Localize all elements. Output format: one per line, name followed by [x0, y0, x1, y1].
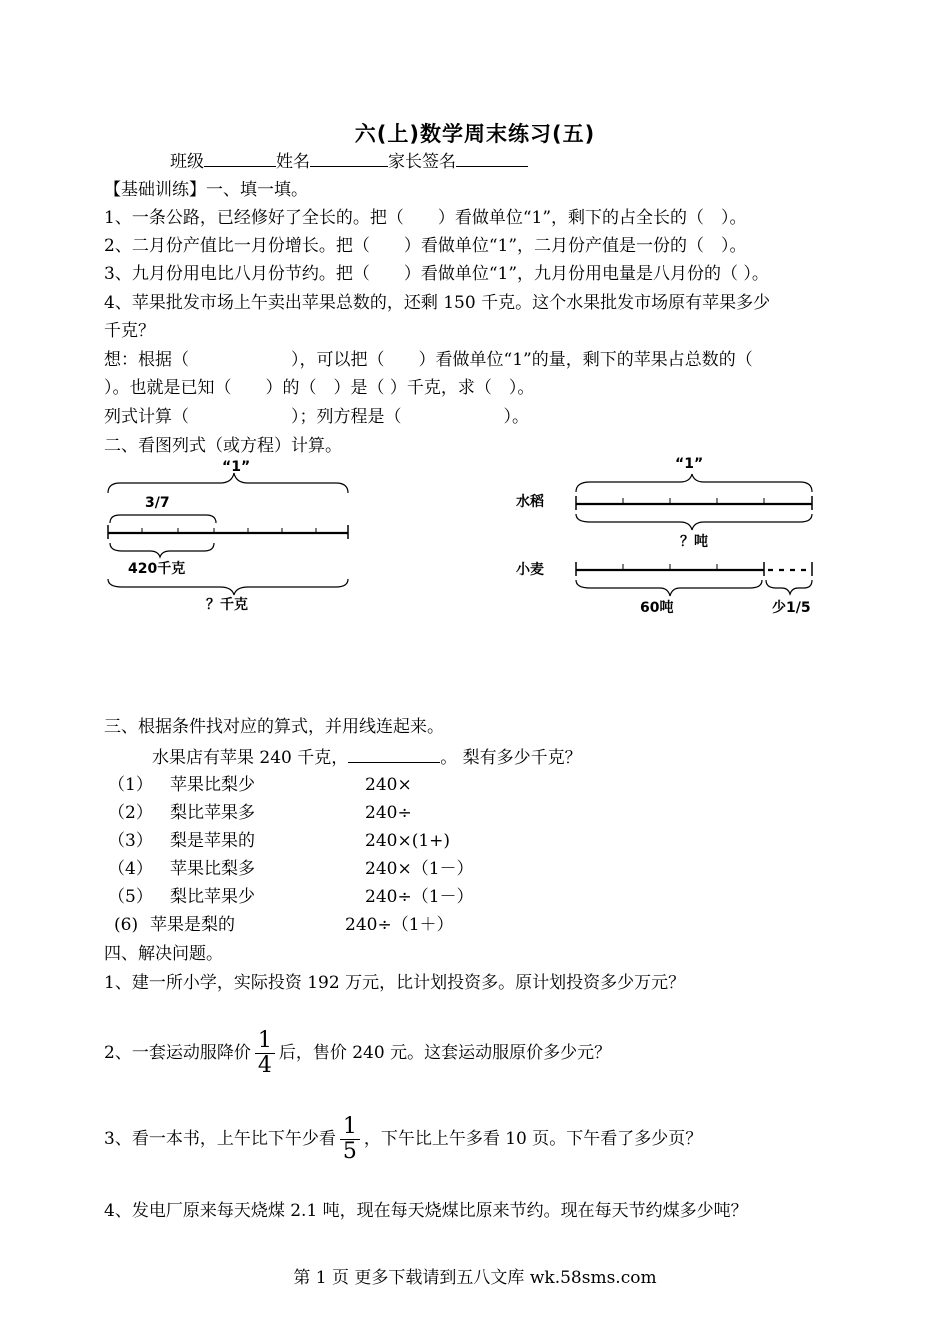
s1-q4-line2: 千克？: [104, 321, 155, 341]
s3-item-expr: 240÷（1＋）: [345, 915, 454, 935]
class-label: 班级: [170, 152, 204, 172]
parent-sign-label: 家长签名: [388, 152, 456, 172]
s3-item-num: （4）: [108, 859, 153, 879]
s3-item-expr: 240×(1+): [365, 831, 451, 851]
s4-q2: [104, 1028, 611, 1078]
left-line-diagram: [100, 455, 360, 620]
fraction-numerator: 1: [340, 1115, 360, 1140]
s3-item-num: （3）: [108, 831, 153, 851]
unknown-brace: [108, 579, 348, 595]
s4-q2-pre: 2、一套运动服降价: [104, 1043, 251, 1063]
s3-item-expr: 240×（1－）: [365, 859, 474, 879]
s3-intro: [152, 746, 582, 769]
left-unknown-label: ？千克: [206, 597, 248, 613]
row2-label: 小麦: [516, 562, 544, 578]
fraction-denominator: 4: [257, 1053, 272, 1078]
s3-item-num: （5）: [108, 887, 153, 907]
left-known-label: 420千克: [128, 561, 186, 577]
s3-intro-pre: 水果店有苹果 240 千克，: [152, 748, 349, 768]
header-fields: [170, 150, 528, 173]
s4-q3-fraction: [340, 1115, 360, 1164]
fraction-denominator: 5: [342, 1139, 357, 1164]
s1-q4-line1: 4、苹果批发市场上午卖出苹果总数的，还剩 150 千克。这个水果批发市场原有苹果多少: [104, 293, 771, 313]
left-fraction-label: 3/7: [145, 495, 170, 511]
section4-heading: 四、解决问题。: [104, 944, 223, 964]
fraction-brace: [110, 515, 216, 523]
s4-q2-post: 后，售价 240 元。这套运动服原价多少元？: [278, 1043, 612, 1063]
s3-item-expr: 240×: [365, 775, 412, 795]
page-footer: 第 1 页 更多下载请到五八文库 wk.58sms.com: [293, 1268, 657, 1288]
row1-label: 水稻: [516, 494, 544, 510]
s1-q3: 3、九月份用电比八月份节约。把（ ）看做单位“1”，九月份用电量是八月份的（ ）。: [104, 264, 769, 284]
rice-top-brace: [576, 474, 812, 492]
s3-item-cond: 苹果是梨的: [150, 915, 235, 935]
row2-known: 60吨: [640, 600, 674, 616]
s4-q4: 4、发电厂原来每天烧煤 2.1 吨，现在每天烧煤比原来节约。现在每天节约煤多少吨？: [104, 1201, 748, 1221]
s4-q3-post: ，下午比上午多看 10 页。下午看了多少页？: [363, 1129, 703, 1149]
s4-q3-pre: 3、看一本书，上午比下午少看: [104, 1129, 336, 1149]
wheat-known-brace: [576, 580, 762, 596]
rice-bottom-brace: [576, 514, 812, 530]
class-field[interactable]: [204, 150, 276, 167]
s4-q1: 1、建一所小学，实际投资 192 万元，比计划投资多。原计划投资多少万元？: [104, 973, 686, 993]
s3-intro-post: 。 梨有多少千克？: [440, 748, 582, 768]
s3-item-cond: 梨比苹果少: [170, 887, 255, 907]
row1-unknown: ？吨: [680, 534, 708, 550]
s3-item-expr: 240÷（1－）: [365, 887, 474, 907]
whole-brace: [108, 473, 348, 493]
s3-item-cond: 苹果比梨少: [170, 775, 255, 795]
s3-item-cond: 梨比苹果多: [170, 803, 255, 823]
s3-condition-blank[interactable]: [348, 746, 440, 763]
right-unit-label: “1”: [675, 456, 704, 472]
s3-item-cond: 梨是苹果的: [170, 831, 255, 851]
section1-heading: 【基础训练】一、填一填。: [104, 180, 308, 200]
s1-q2: 2、二月份产值比一月份增长。把（ ）看做单位“1”，二月份产值是一份的（ ）。: [104, 236, 747, 256]
left-unit-label: “1”: [222, 459, 251, 475]
section2-heading: 二、看图列式（或方程）计算。: [104, 436, 342, 456]
s4-q2-fraction: [255, 1029, 275, 1078]
s3-item-num: (6): [114, 915, 139, 935]
known-brace: [110, 543, 214, 557]
s3-item-expr: 240÷: [365, 803, 412, 823]
s1-q1: 1、一条公路，已经修好了全长的。把（ ）看做单位“1”，剩下的占全长的（ ）。: [104, 208, 747, 228]
wheat-less-brace: [766, 580, 812, 594]
name-field[interactable]: [310, 150, 388, 167]
s3-item-num: （2）: [108, 803, 153, 823]
s3-item-cond: 苹果比梨多: [170, 859, 255, 879]
s1-calc-line: 列式计算（ ）；列方程是（ ）。: [104, 407, 529, 427]
s1-think-line2: ）。也就是已知（ ）的（ ）是（ ）千克，求（ ）。: [104, 378, 535, 398]
s3-item-num: （1）: [108, 775, 153, 795]
s4-q3: [104, 1114, 702, 1164]
row2-less: 少1/5: [772, 600, 811, 616]
right-line-diagram: [510, 452, 840, 622]
fraction-numerator: 1: [255, 1029, 275, 1054]
parent-sign-field[interactable]: [456, 150, 528, 167]
s1-think-line1: 想：根据（ ），可以把（ ）看做单位“1”的量，剩下的苹果占总数的（: [104, 350, 753, 370]
page-title: 六(上)数学周末练习(五): [354, 122, 596, 146]
section3-heading: 三、根据条件找对应的算式，并用线连起来。: [104, 717, 444, 737]
name-label: 姓名: [276, 152, 310, 172]
